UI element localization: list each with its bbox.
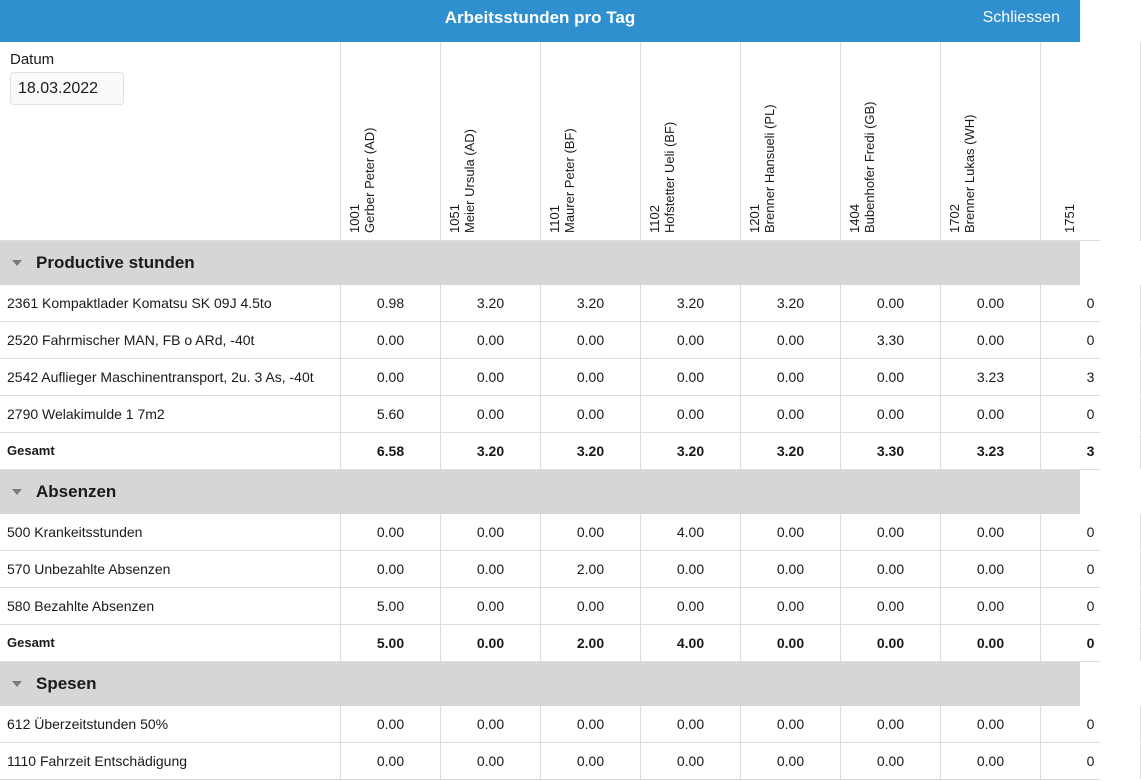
hours-cell[interactable]: 0.00 xyxy=(841,706,941,742)
hours-cell[interactable]: 0.00 xyxy=(941,551,1041,587)
hours-cell[interactable]: 0.00 xyxy=(441,396,541,432)
total-cell: 3.20 xyxy=(641,433,741,469)
hours-cell[interactable]: 0.00 xyxy=(841,743,941,779)
date-field[interactable] xyxy=(10,72,124,105)
hours-cell[interactable]: 5.60 xyxy=(341,396,441,432)
row-label: 612 Überzeitstunden 50% xyxy=(0,706,341,742)
hours-cell[interactable]: 0.00 xyxy=(841,514,941,550)
hours-cell[interactable]: 0 xyxy=(1041,706,1141,742)
hours-cell[interactable]: 0.00 xyxy=(741,706,841,742)
total-cell: 0.00 xyxy=(441,625,541,661)
hours-cell[interactable]: 0.00 xyxy=(341,743,441,779)
employee-name: Meier Ursula (AD) xyxy=(462,128,477,233)
table-row[interactable] xyxy=(0,514,1100,551)
hours-cell[interactable]: 0 xyxy=(1041,396,1141,432)
employee-name: Bubenhofer Fredi (GB) xyxy=(862,101,877,233)
hours-cell[interactable]: 3.20 xyxy=(741,285,841,321)
total-row xyxy=(0,433,1100,470)
total-cell: 3 xyxy=(1041,433,1141,469)
triangle-down-icon[interactable] xyxy=(12,681,22,687)
hours-cell[interactable]: 0.00 xyxy=(341,551,441,587)
employee-name: Brenner Lukas (WH) xyxy=(962,114,977,233)
section-header[interactable] xyxy=(0,470,1080,514)
hours-cell[interactable]: 0 xyxy=(1041,743,1141,779)
section-title: Spesen xyxy=(36,674,97,693)
table-row[interactable] xyxy=(0,322,1100,359)
title-bar xyxy=(0,0,1080,42)
hours-cell[interactable]: 0.00 xyxy=(641,396,741,432)
total-cell: 4.00 xyxy=(641,625,741,661)
employee-column-header xyxy=(341,42,441,241)
hours-cell[interactable]: 0.00 xyxy=(441,322,541,358)
hours-cell[interactable]: 3.23 xyxy=(941,359,1041,395)
hours-cell[interactable]: 0.00 xyxy=(741,396,841,432)
hours-cell[interactable]: 0.00 xyxy=(441,743,541,779)
table-row[interactable] xyxy=(0,706,1100,743)
employee-column-header xyxy=(741,42,841,241)
row-label: 1110 Fahrzeit Entschädigung xyxy=(0,743,341,779)
employee-id: 1404 xyxy=(847,204,862,233)
total-cell: 0.00 xyxy=(941,625,1041,661)
employee-id: 1201 xyxy=(747,204,762,233)
employee-column-header xyxy=(1041,42,1141,241)
employee-name: Hofstetter Ueli (BF) xyxy=(662,121,677,233)
hours-cell[interactable]: 0.98 xyxy=(341,285,441,321)
section-title: Productive stunden xyxy=(36,253,195,272)
hours-cell[interactable]: 0.00 xyxy=(641,588,741,624)
row-label: 2542 Auflieger Maschinentransport, 2u. 3 As, -40t xyxy=(0,359,341,395)
hours-cell[interactable]: 0.00 xyxy=(741,359,841,395)
row-label: 2790 Welakimulde 1 7m2 xyxy=(0,396,341,432)
hours-cell[interactable]: 4.00 xyxy=(641,514,741,550)
total-cell: 0 xyxy=(1041,625,1141,661)
hours-cell[interactable]: 0.00 xyxy=(841,396,941,432)
employee-name: Maurer Peter (BF) xyxy=(562,128,577,233)
row-label: 2520 Fahrmischer MAN, FB o ARd, -40t xyxy=(0,322,341,358)
employee-id: 1051 xyxy=(447,204,462,233)
hours-cell[interactable]: 3.20 xyxy=(441,285,541,321)
hours-cell[interactable]: 0.00 xyxy=(741,551,841,587)
hours-cell[interactable]: 0.00 xyxy=(541,359,641,395)
hours-cell[interactable]: 2.00 xyxy=(541,551,641,587)
row-label: Gesamt xyxy=(0,625,341,661)
total-cell: 3.30 xyxy=(841,433,941,469)
hours-grid xyxy=(0,42,1095,781)
hours-cell[interactable]: 0.00 xyxy=(541,743,641,779)
grid-header xyxy=(0,42,1100,241)
hours-cell[interactable]: 0.00 xyxy=(341,359,441,395)
employee-column-header xyxy=(541,42,641,241)
table-row[interactable] xyxy=(0,588,1100,625)
date-cell xyxy=(0,42,341,241)
table-row[interactable] xyxy=(0,359,1100,396)
employee-column-header xyxy=(941,42,1041,241)
employee-column-header xyxy=(441,42,541,241)
total-cell: 3.20 xyxy=(741,433,841,469)
employee-column-header xyxy=(841,42,941,241)
hours-cell[interactable]: 0.00 xyxy=(841,285,941,321)
table-row[interactable] xyxy=(0,396,1100,433)
hours-cell[interactable]: 0.00 xyxy=(341,322,441,358)
employee-id: 1102 xyxy=(647,205,662,233)
total-cell: 6.58 xyxy=(341,433,441,469)
total-cell: 0.00 xyxy=(741,625,841,661)
date-label: Datum xyxy=(10,51,55,68)
hours-cell[interactable]: 0.00 xyxy=(541,322,641,358)
hours-cell[interactable]: 0.00 xyxy=(641,743,741,779)
hours-cell[interactable]: 0.00 xyxy=(341,706,441,742)
hours-cell[interactable]: 0.00 xyxy=(941,514,1041,550)
hours-cell[interactable]: 0.00 xyxy=(641,706,741,742)
hours-cell[interactable]: 0 xyxy=(1041,285,1141,321)
employee-id: 1001 xyxy=(347,204,362,233)
hours-cell[interactable]: 3.20 xyxy=(541,285,641,321)
hours-cell[interactable]: 0.00 xyxy=(541,588,641,624)
hours-cell[interactable]: 0.00 xyxy=(841,359,941,395)
hours-cell[interactable]: 3.20 xyxy=(641,285,741,321)
hours-cell[interactable]: 0.00 xyxy=(541,706,641,742)
hours-cell[interactable]: 0 xyxy=(1041,588,1141,624)
hours-cell[interactable]: 0.00 xyxy=(541,514,641,550)
hours-cell[interactable]: 3.30 xyxy=(841,322,941,358)
hours-cell[interactable]: 0.00 xyxy=(841,588,941,624)
total-cell: 3.23 xyxy=(941,433,1041,469)
hours-cell[interactable]: 0.00 xyxy=(741,588,841,624)
hours-cell[interactable]: 0 xyxy=(1041,514,1141,550)
hours-cell[interactable]: 0.00 xyxy=(941,588,1041,624)
hours-cell[interactable]: 0.00 xyxy=(741,322,841,358)
hours-cell[interactable]: 0.00 xyxy=(941,743,1041,779)
row-label: 580 Bezahlte Absenzen xyxy=(0,588,341,624)
employee-id: 1702 xyxy=(947,204,962,233)
hours-cell[interactable]: 0.00 xyxy=(941,285,1041,321)
hours-cell[interactable]: 0.00 xyxy=(741,514,841,550)
hours-cell[interactable]: 0.00 xyxy=(841,551,941,587)
employee-name: Brenner Hansueli (PL) xyxy=(762,104,777,233)
row-label: 570 Unbezahlte Absenzen xyxy=(0,551,341,587)
total-row xyxy=(0,625,1100,662)
hours-cell[interactable]: 3 xyxy=(1041,359,1141,395)
section-header[interactable] xyxy=(0,241,1080,285)
total-cell: 3.20 xyxy=(541,433,641,469)
hours-cell[interactable]: 0.00 xyxy=(541,396,641,432)
table-row[interactable] xyxy=(0,743,1100,780)
hours-cell[interactable]: 0.00 xyxy=(941,322,1041,358)
triangle-down-icon[interactable] xyxy=(12,489,22,495)
total-cell: 2.00 xyxy=(541,625,641,661)
hours-cell[interactable]: 0.00 xyxy=(641,359,741,395)
total-cell: 0.00 xyxy=(841,625,941,661)
hours-cell[interactable]: 0.00 xyxy=(441,359,541,395)
hours-cell[interactable]: 0.00 xyxy=(441,514,541,550)
section-title: Absenzen xyxy=(36,482,117,501)
section-header[interactable] xyxy=(0,662,1080,706)
hours-cell[interactable]: 0 xyxy=(1041,322,1141,358)
employee-id: 1751 xyxy=(1062,204,1077,233)
close-button[interactable]: Schliessen xyxy=(982,9,1060,26)
hours-cell[interactable]: 0.00 xyxy=(641,322,741,358)
table-row[interactable] xyxy=(0,285,1100,322)
page-title: Arbeitsstunden pro Tag xyxy=(444,8,636,27)
hours-cell[interactable]: 0.00 xyxy=(441,706,541,742)
row-label: Gesamt xyxy=(0,433,341,469)
employee-column-header xyxy=(641,42,741,241)
hours-cell[interactable]: 0.00 xyxy=(341,514,441,550)
row-label: 500 Krankeitsstunden xyxy=(0,514,341,550)
employee-name: Gerber Peter (AD) xyxy=(362,127,377,233)
employee-id: 1101 xyxy=(547,205,562,233)
hours-cell[interactable]: 0.00 xyxy=(941,396,1041,432)
hours-cell[interactable]: 0.00 xyxy=(641,551,741,587)
hours-cell[interactable]: 0.00 xyxy=(441,588,541,624)
hours-cell[interactable]: 0 xyxy=(1041,551,1141,587)
hours-cell[interactable]: 0.00 xyxy=(741,743,841,779)
hours-cell[interactable]: 5.00 xyxy=(341,588,441,624)
hours-cell[interactable]: 0.00 xyxy=(441,551,541,587)
row-label: 2361 Kompaktlader Komatsu SK 09J 4.5to xyxy=(0,285,341,321)
total-cell: 3.20 xyxy=(441,433,541,469)
table-row[interactable] xyxy=(0,551,1100,588)
triangle-down-icon[interactable] xyxy=(12,260,22,266)
hours-cell[interactable]: 0.00 xyxy=(941,706,1041,742)
total-cell: 5.00 xyxy=(341,625,441,661)
